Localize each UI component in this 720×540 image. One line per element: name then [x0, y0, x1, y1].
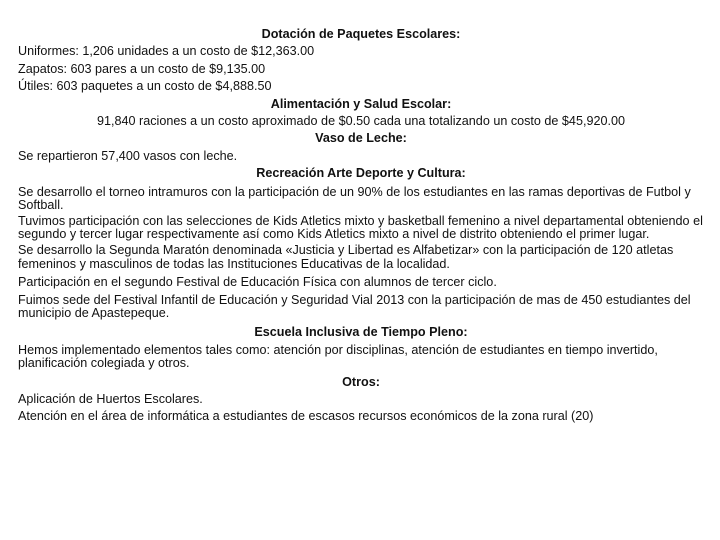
torneo-paragraph: Se desarrollo el torneo intramuros con la participación de un 90% de los estudiantes en las ramas deportivas de Futbol y Softball. — [18, 184, 691, 212]
heading-alimentacion-salud: Alimentación y Salud Escolar: — [270, 96, 452, 111]
informatica-line: Atención en el área de informática a estudiantes de escasos recursos económicos de la zona rural (20) — [18, 409, 594, 424]
zapatos-line: Zapatos: 603 pares a un costo de $9,135.00 — [18, 61, 266, 76]
vasos-line: Se repartieron 57,400 vasos con leche. — [18, 148, 238, 163]
heading-escuela-inclusiva: Escuela Inclusiva de Tiempo Pleno: — [254, 324, 468, 339]
maraton-paragraph: Se desarrollo la Segunda Maratón denominada «Justicia y Libertad es Alfabetizar» con la participación de 120 atletas femeninos y masculinos de todas las Instituciones Educativas de la localidad. — [18, 243, 674, 271]
utiles-line: Útiles: 603 paquetes a un costo de $4,888.50 — [18, 79, 272, 94]
implementado-paragraph: Hemos implementado elementos tales como: atención por disciplinas, atención de estudiantes en tiempo invertido, planificación colegiada y otros. — [18, 343, 658, 371]
heading-vaso-de-leche: Vaso de Leche: — [315, 131, 407, 146]
heading-recreacion-arte: Recreación Arte Deporte y Cultura: — [256, 166, 466, 181]
huertos-line: Aplicación de Huertos Escolares. — [18, 391, 203, 406]
document-body — [18, 26, 704, 426]
kids-atletics-paragraph: Tuvimos participación con las selecciones de Kids Atletics mixto y basketball femenino a nivel departamental obteniendo el segundo y tercer lugar respectivamente así como Kids Atletics mixto a nivel de distrito obteniendo el primer lugar. — [18, 214, 703, 242]
heading-paquetes-escolares: Dotación de Paquetes Escolares: — [261, 27, 461, 41]
raciones-line: 91,840 raciones a un costo aproximado de $0.50 cada una totalizando un costo de $45,920.00 — [97, 114, 625, 129]
uniformes-line: Uniformes: 1,206 unidades a un costo de $12,363.00 — [18, 44, 315, 59]
festival-infantil-paragraph: Fuimos sede del Festival Infantil de Educación y Seguridad Vial 2013 con la participación de mas de 450 estudiantes del municipio de Apastepeque. — [18, 293, 691, 321]
heading-otros: Otros: — [342, 374, 380, 389]
festival-fisica-line: Participación en el segundo Festival de Educación Física con alumnos de tercer ciclo. — [18, 274, 497, 289]
